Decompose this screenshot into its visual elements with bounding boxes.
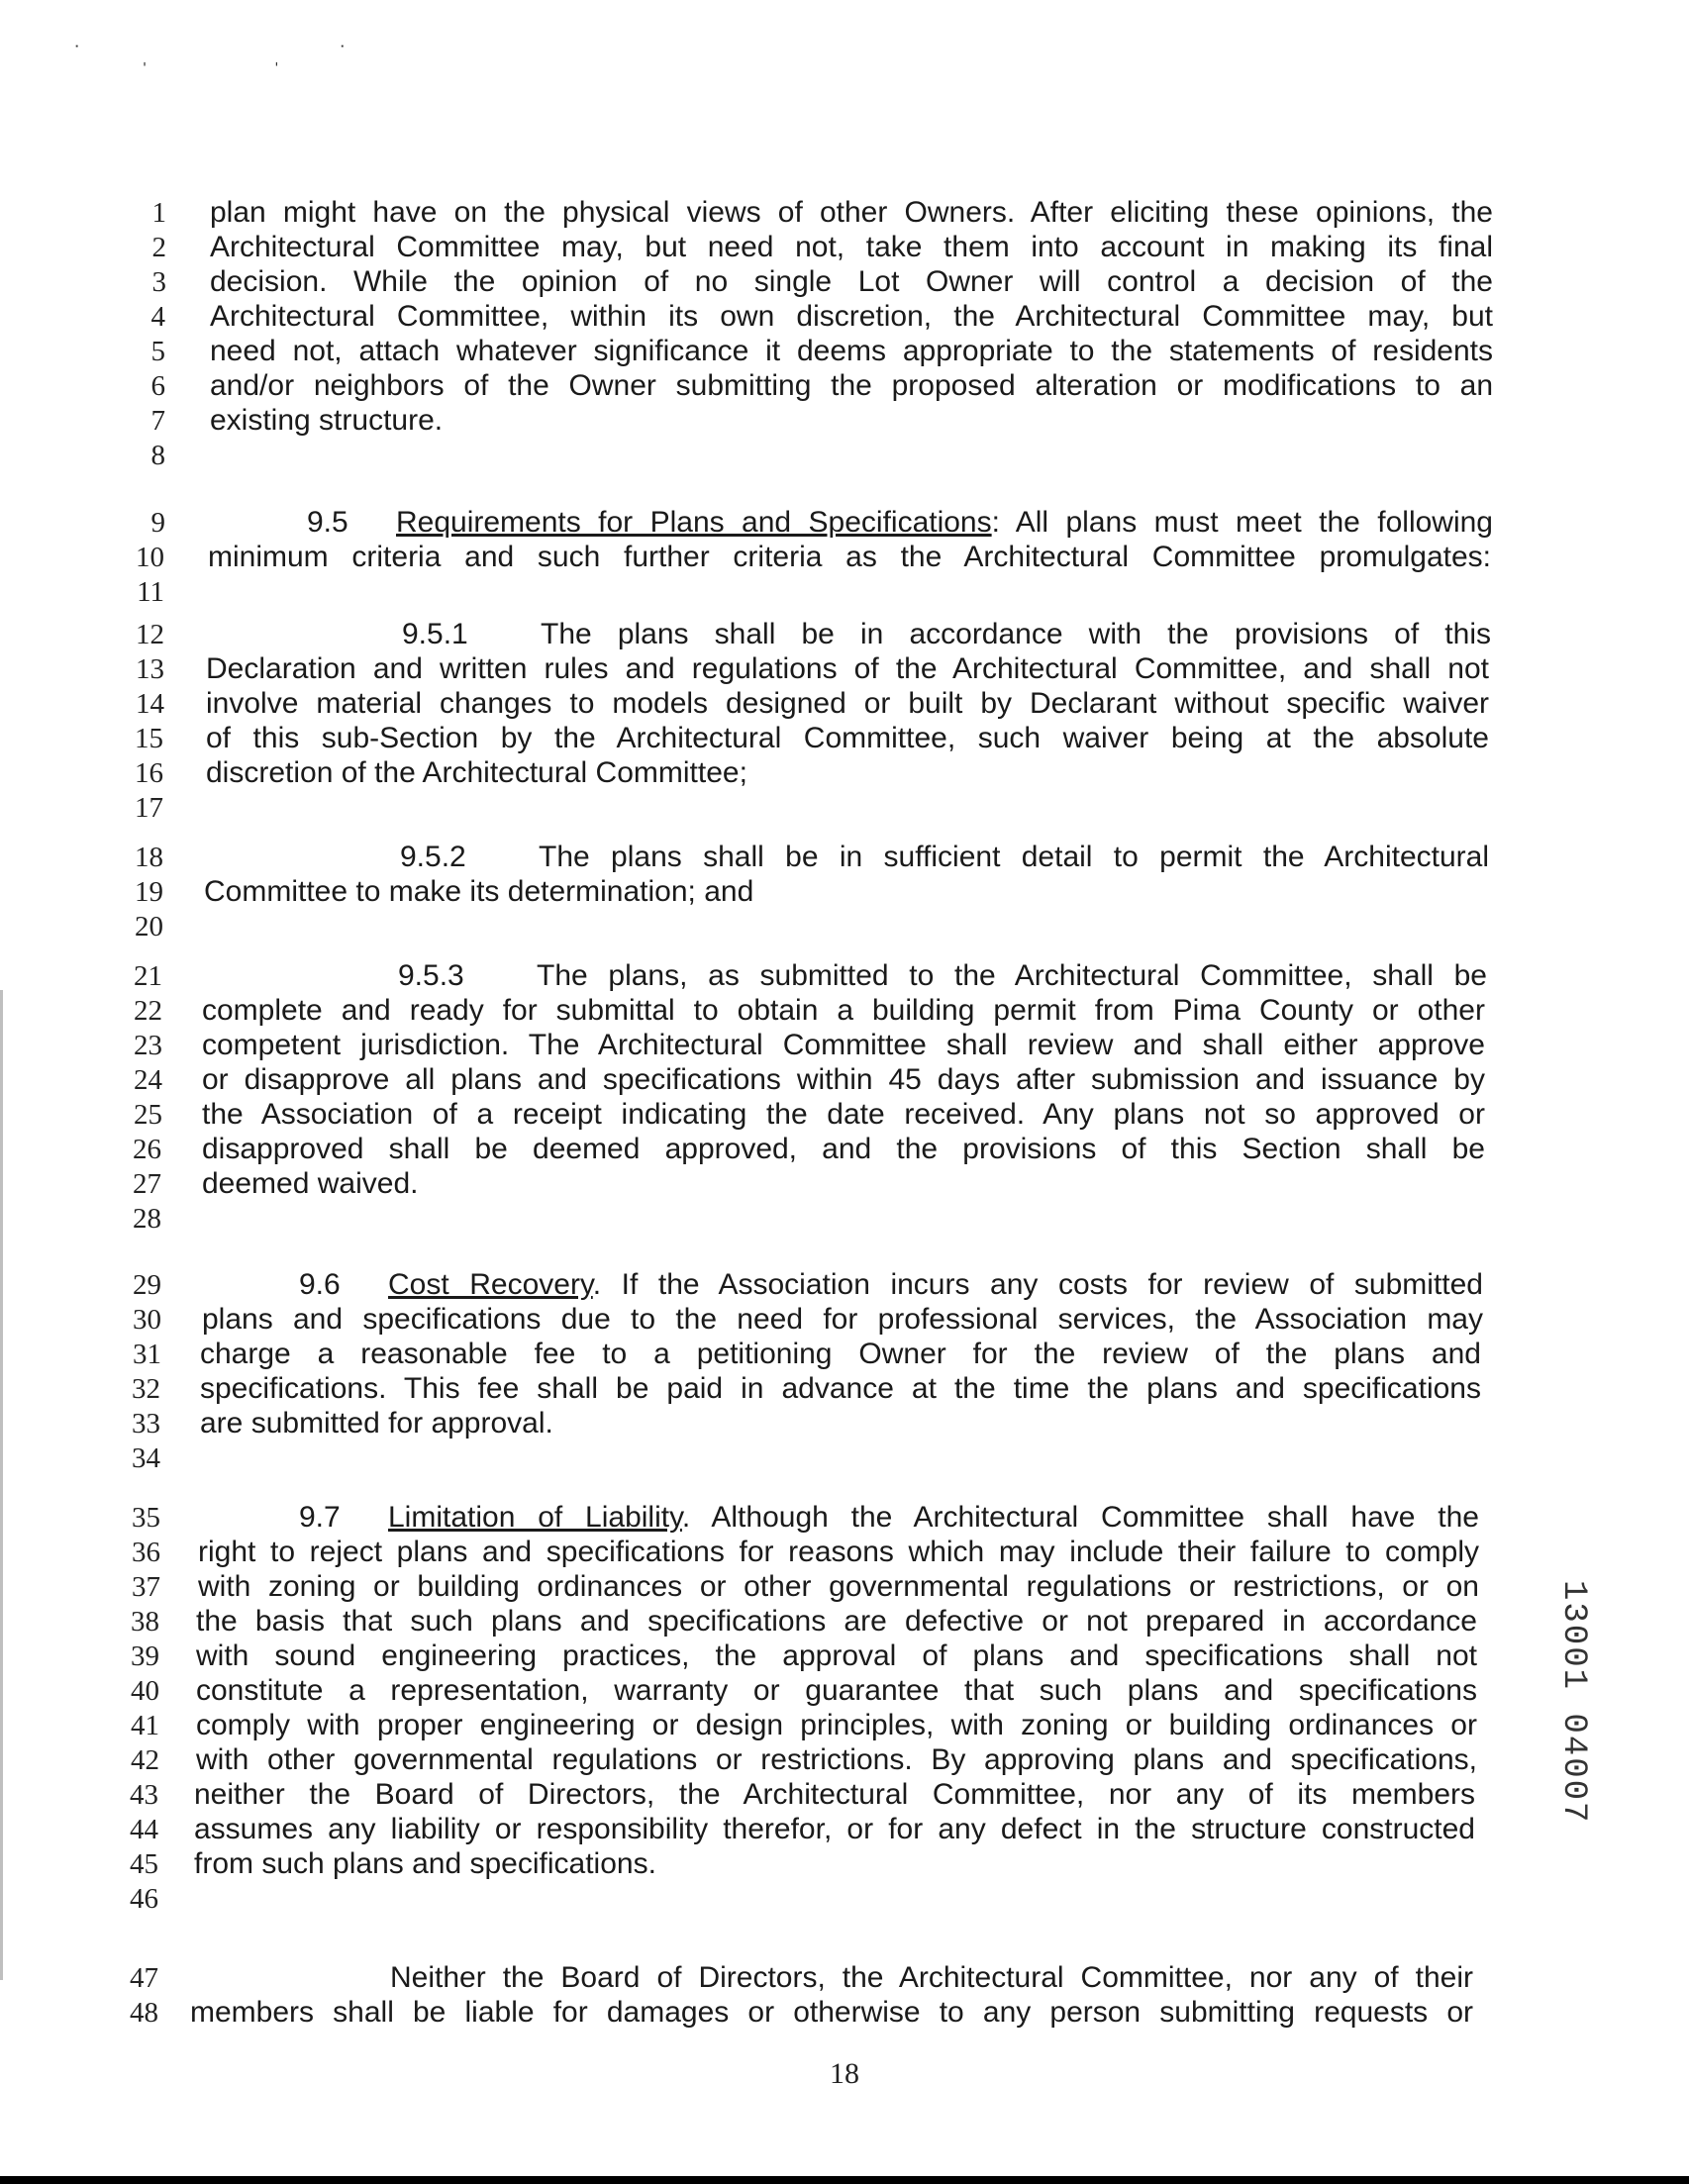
section-number: 9.7 xyxy=(299,1501,341,1534)
line-number: 20 xyxy=(135,911,163,943)
line-number: 38 xyxy=(131,1606,159,1638)
text-line: members shall be liable for damages or otherwise to any person submitting requests or xyxy=(190,1996,1473,2029)
text-line: plans and specifications due to the need for professional services, the Association may xyxy=(202,1303,1483,1336)
text-line: from such plans and specifications. xyxy=(194,1847,656,1880)
section-heading: Requirements for Plans and Specifications xyxy=(396,506,992,539)
line-number: 21 xyxy=(134,960,162,992)
line-number: 15 xyxy=(135,723,163,754)
text-line: constitute a representation, warranty or guarantee that such plans and specifications xyxy=(196,1674,1477,1707)
text-line: specifications. This fee shall be paid in advance at the time the plans and specifications xyxy=(200,1372,1481,1405)
line-number: 24 xyxy=(134,1064,162,1096)
line-number: 42 xyxy=(131,1744,159,1776)
line-number: 4 xyxy=(150,301,165,333)
section-9-5-2-first-line xyxy=(206,840,1489,875)
line-number: 17 xyxy=(135,792,163,824)
section-number: 9.5.2 xyxy=(400,841,466,873)
section-9-6-first-line xyxy=(202,1267,1483,1303)
section-9-7-first-line xyxy=(198,1500,1479,1536)
line-number: 9 xyxy=(150,507,165,539)
line-number: 37 xyxy=(132,1571,160,1603)
scan-marks: ˙ˌ ˌ˙ xyxy=(74,42,407,66)
section-heading: Limitation of Liability xyxy=(388,1501,682,1534)
line-number: 30 xyxy=(133,1304,161,1336)
text-line: neither the Board of Directors, the Architectural Committee, nor any of its members xyxy=(194,1778,1475,1811)
line-number: 23 xyxy=(134,1030,162,1061)
text-line: deemed waived. xyxy=(202,1167,419,1200)
line-number: 7 xyxy=(150,405,165,437)
line-number: 45 xyxy=(130,1848,158,1880)
line-number: 5 xyxy=(150,336,165,367)
section-heading: Cost Recovery xyxy=(388,1268,593,1301)
line-number: 18 xyxy=(135,842,163,873)
page-number: 18 xyxy=(830,2057,859,2090)
text-line: existing structure. xyxy=(210,404,444,437)
line-number: 26 xyxy=(133,1134,161,1165)
text-run: . If the Association incurs any costs for review of submitted xyxy=(592,1268,1483,1301)
line-number: 14 xyxy=(136,688,164,720)
text-line: are submitted for approval. xyxy=(200,1407,553,1439)
text-line: or disapprove all plans and specifications within 45 days after submission and issuance by xyxy=(202,1063,1485,1096)
text-line: Declaration and written rules and regulations of the Architectural Committee, and shall not xyxy=(206,652,1489,685)
text-line: comply with proper engineering or design principles, with zoning or building ordinances or xyxy=(196,1709,1477,1741)
section-9-5-3-first-line xyxy=(204,958,1487,994)
text-line: minimum criteria and such further criteria as the Architectural Committee promulgates: xyxy=(208,541,1491,573)
line-number: 40 xyxy=(131,1675,159,1707)
section-number: 9.5.1 xyxy=(402,618,468,650)
line-number: 2 xyxy=(151,232,166,263)
text-line: disapproved shall be deemed approved, and the provisions of this Section shall be xyxy=(202,1133,1485,1165)
line-number: 44 xyxy=(130,1814,158,1845)
line-number: 19 xyxy=(135,876,163,908)
text-line: and/or neighbors of the Owner submitting the proposed alteration or modifications to an xyxy=(210,369,1493,402)
line-number: 36 xyxy=(132,1537,160,1568)
section-9-5-1-first-line xyxy=(208,617,1491,652)
text-run: The plans shall be in accordance with the provisions of this xyxy=(541,618,1491,650)
text-line: the Association of a receipt indicating the date received. Any plans not so approved or xyxy=(202,1098,1485,1131)
text-line: right to reject plans and specifications for reasons which may include their failure to comply xyxy=(198,1536,1479,1568)
text-line: Committee to make its determination; and xyxy=(204,875,754,908)
text-line: discretion of the Architectural Committee; xyxy=(206,756,747,789)
line-number: 48 xyxy=(130,1997,158,2029)
line-number: 39 xyxy=(131,1640,159,1672)
section-9-5-first-line xyxy=(210,505,1493,541)
line-number: 32 xyxy=(132,1373,160,1405)
section-number: 9.6 xyxy=(299,1268,341,1301)
line-number: 8 xyxy=(150,440,165,471)
text-line: of this sub-Section by the Architectural Committee, such waiver being at the absolute xyxy=(206,722,1489,754)
line-number: 47 xyxy=(130,1962,158,1994)
text-line: with zoning or building ordinances or other governmental regulations or restrictions, or on xyxy=(198,1570,1479,1603)
text-line: with other governmental regulations or restrictions. By approving plans and specifications, xyxy=(196,1743,1477,1776)
line-number: 25 xyxy=(134,1099,162,1131)
line-number: 31 xyxy=(133,1339,161,1370)
line-number: 12 xyxy=(136,619,164,650)
text-line: the basis that such plans and specifications are defective or not prepared in accordance xyxy=(196,1605,1477,1638)
line-number: 27 xyxy=(133,1168,161,1200)
line-number: 41 xyxy=(131,1710,159,1741)
section-number: 9.5.3 xyxy=(398,959,464,992)
line-number: 16 xyxy=(135,757,163,789)
line-number: 10 xyxy=(136,542,164,573)
text-line: plan might have on the physical views of other Owners. After eliciting these opinions, the xyxy=(210,196,1493,229)
line-number: 29 xyxy=(133,1269,161,1301)
line-number: 28 xyxy=(133,1203,161,1235)
text-line: need not, attach whatever significance it deems appropriate to the statements of residents xyxy=(210,335,1493,367)
text-line: Architectural Committee, within its own discretion, the Architectural Committee may, but xyxy=(210,300,1493,333)
line-number: 34 xyxy=(132,1442,160,1474)
line-number: 35 xyxy=(132,1502,160,1534)
text-run: The plans, as submitted to the Architectural Committee, shall be xyxy=(537,959,1487,992)
text-line: decision. While the opinion of no single Lot Owner will control a decision of the xyxy=(210,265,1493,298)
line-number: 33 xyxy=(132,1408,160,1439)
text-line: Architectural Committee may, but need not, take them into account in making its final xyxy=(210,231,1493,263)
text-line: charge a reasonable fee to a petitioning Owner for the review of the plans and xyxy=(200,1338,1481,1370)
text-line: complete and ready for submittal to obtain a building permit from Pima County or other xyxy=(202,994,1485,1027)
document-recording-stamp: 13001 04007 xyxy=(1554,1580,1592,1825)
text-line: with sound engineering practices, the approval of plans and specifications shall not xyxy=(196,1639,1477,1672)
scan-bottom-border xyxy=(0,2176,1689,2184)
scan-edge-rule xyxy=(0,990,3,1980)
line-number: 3 xyxy=(151,266,166,298)
line-number: 6 xyxy=(150,370,165,402)
text-line: competent jurisdiction. The Architectural Committee shall review and shall either approve xyxy=(202,1029,1485,1061)
line-number: 46 xyxy=(130,1883,158,1915)
line-number: 22 xyxy=(134,995,162,1027)
text-line: Neither the Board of Directors, the Architectural Committee, nor any of their xyxy=(390,1961,1473,1994)
line-number: 43 xyxy=(130,1779,158,1811)
text-line: involve material changes to models designed or built by Declarant without specific waiver xyxy=(206,687,1489,720)
line-number: 13 xyxy=(136,653,164,685)
section-number: 9.5 xyxy=(307,506,348,539)
line-number: 11 xyxy=(137,576,164,608)
text-line: assumes any liability or responsibility therefor, or for any defect in the structure constructed xyxy=(194,1813,1475,1845)
text-run: . Although the Architectural Committee shall have the xyxy=(681,1501,1479,1534)
line-number: 1 xyxy=(151,197,166,229)
text-run: : All plans must meet the following xyxy=(991,506,1493,539)
text-run: The plans shall be in sufficient detail to permit the Architectural xyxy=(539,841,1489,873)
